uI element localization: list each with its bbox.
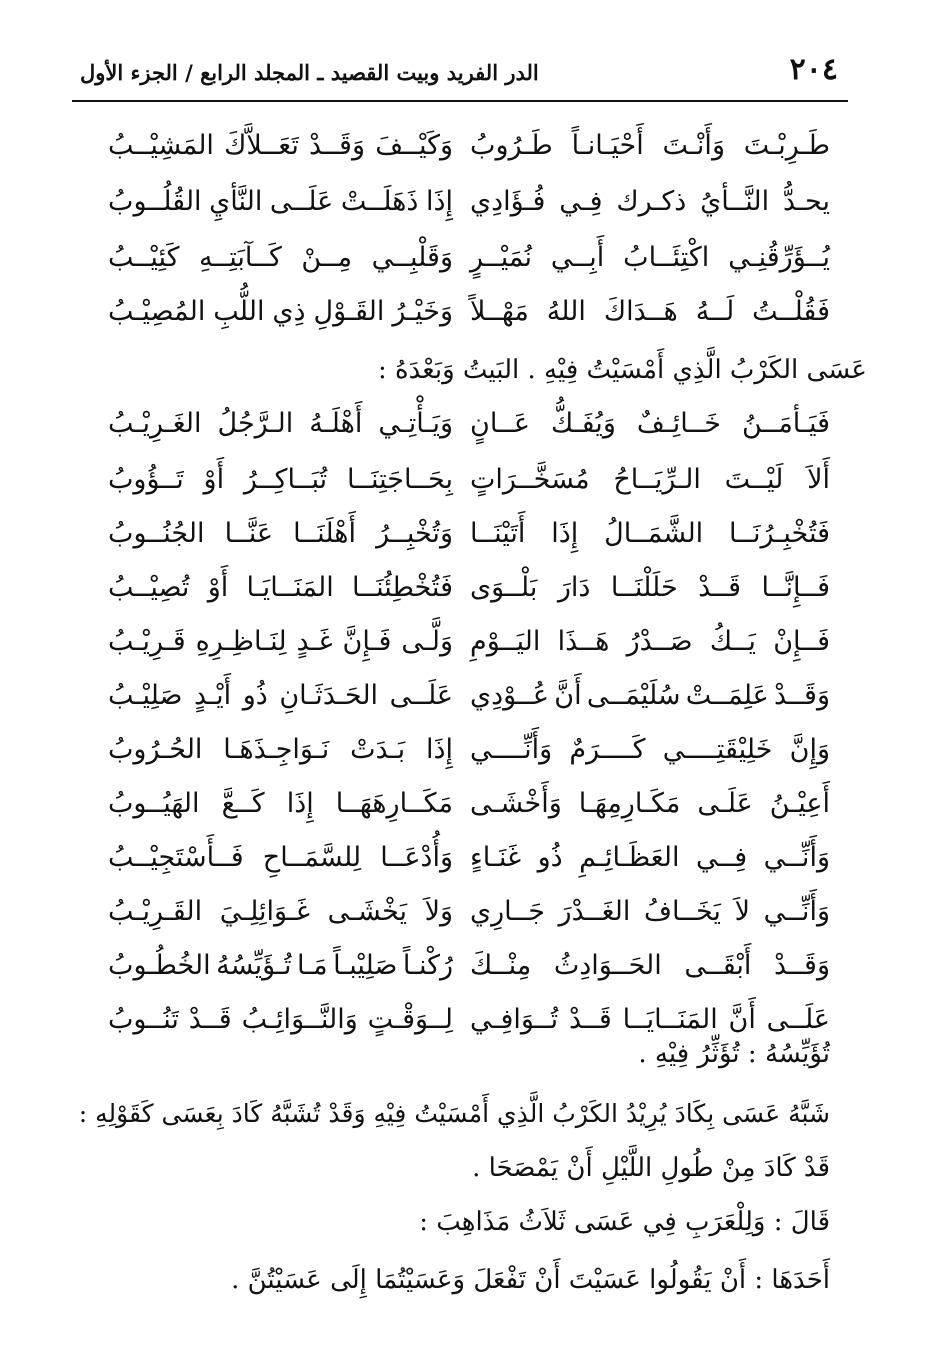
verse-word: المُصِيْـبُ (108, 296, 206, 327)
verse-word: أَنَّ (554, 680, 582, 711)
verse-word: مِنْــكَ (470, 950, 532, 981)
verse-line (0, 288, 940, 336)
verse-second-hemistich (108, 834, 453, 882)
verse-first-hemistich (470, 510, 830, 558)
verse-second-hemistich (108, 400, 453, 448)
verse-word: تُبَــاكِــرُ (243, 464, 328, 495)
verse-word: أَبْقَــى (684, 950, 752, 981)
verse-word: وَأَنِّــــي (470, 734, 553, 765)
note-paragraph: شَبَّهُ عَسَى بِكَادَ يُرِيْدُ الكَرْبُ الَّذِي أَمْسَيْتُ فِيْهِ وَقَدْ تُشَبَّهُ كَادَ بِعَسَى كَقَوْلِهِ : (78, 1099, 830, 1128)
verse-word: ذُو (537, 842, 563, 873)
verse-word: القُلُــوبُ (108, 186, 202, 217)
verse-word: كَــآبَتِــهِ (198, 242, 282, 273)
verse-word: خَــائِـفٌ (636, 408, 721, 439)
verse-word: وَخَيْـرُ (392, 296, 453, 327)
verse-word: كَــعَّ (221, 788, 265, 819)
verse-word: وَأَنِّــي (763, 896, 830, 927)
verse-word: جَــارِي (470, 896, 545, 927)
verse-word: لِنَـاظِـرِهِ (195, 626, 287, 657)
verse-word: لَيْــتَ (724, 464, 784, 495)
verse-word: هَــدَاكَ (603, 296, 678, 327)
verse-word: وَإِنَّ (789, 734, 830, 765)
page-header (72, 52, 848, 100)
verse-word: اكْتِئَــابُ (623, 242, 710, 273)
verse-first-hemistich (470, 942, 830, 990)
note-first-view: أَحَدَهَا : أَنْ يَقُولُوا عَسَيْتَ أَنْ تَفْعَلَ وَعَسَيْتُمَا إِلَى عَسَيْتُنَّ . (231, 1265, 830, 1295)
verse-second-hemistich (108, 888, 453, 936)
verse-second-hemistich (108, 510, 453, 558)
verse-word: يَخْشَـى (327, 896, 408, 927)
verse-word: إِذَا (551, 518, 579, 549)
verse-line (0, 834, 940, 882)
verse-word: النَّأيِ (209, 186, 263, 217)
verse-first-hemistich (470, 456, 830, 504)
note-gloss: تُؤَيِّسُهُ : تُؤَثِّرُ فِيْهِ . (638, 1039, 830, 1069)
verse-word: اللُّبِ (213, 296, 265, 327)
verse-word: أَحْيَـانـاً (571, 130, 644, 161)
verse-word: فِــي (695, 842, 748, 873)
verse-word: وَتُخْبِــرُ (376, 518, 453, 549)
verse-word: الهَيُــوبُ (108, 788, 200, 819)
verse-first-hemistich (470, 122, 830, 170)
verse-second-hemistich (108, 178, 453, 226)
verse-word: أَبِــي (550, 242, 605, 273)
verse-word: يَخَــافُ (643, 896, 721, 927)
verse-word: أَنَّ (728, 1004, 756, 1035)
verse-line (0, 888, 940, 936)
verse-word: القَـرِيْـبُ (108, 896, 203, 927)
verse-first-hemistich (470, 400, 830, 448)
verse-first-hemistich (470, 726, 830, 774)
verse-word: صَــدْرُ (626, 626, 693, 657)
verse-word: صَلِيْـبُ (108, 680, 183, 711)
verse-word: لِلسَّمَــاحِ (262, 842, 362, 873)
verse-first-hemistich (470, 288, 830, 336)
running-title: الدر الفريد وبيت القصيد ـ المجلد الرابع / الجزء الأول (80, 60, 539, 85)
verse-word: وَلَّـى (401, 626, 453, 657)
verse-first-hemistich (470, 672, 830, 720)
verse-word: تُصِيْــبُ (108, 572, 190, 603)
verse-word: المَنَــايَــا (622, 1004, 718, 1035)
verse-word: مَـا (297, 950, 328, 981)
verse-word: عُــوْدِي (470, 680, 550, 711)
verse-word: نُمَيْــرٍ (470, 242, 533, 273)
verse-word: تَعَــلاَّكَ (224, 130, 299, 161)
verse-word: فَتُخْبِـرُنَــا (729, 518, 830, 549)
verse-word: أَوْ (203, 464, 225, 495)
verse-first-hemistich (470, 564, 830, 612)
verse-first-hemistich (470, 888, 830, 936)
verse-word: وَقَــدْ (774, 950, 830, 981)
verse-word: المَنَــايَـا (246, 572, 334, 603)
verse-word: كَئِيْــبُ (108, 242, 180, 273)
verse-word: لِــوَقْـتٍ (367, 1004, 453, 1035)
verse-word: إِذَا (286, 788, 314, 819)
verse-word: وَأُدْعَــا (380, 842, 453, 873)
verse-word: اليَــوْمِ (470, 626, 541, 657)
header-divider (72, 100, 848, 102)
verse-word: عَــانٍ (470, 408, 530, 439)
verse-word: أَتَيْنَــا (470, 518, 526, 549)
verse-word: يحـدُّ (782, 186, 830, 217)
verse-word: فَيَـأمَــنُ (741, 408, 830, 439)
verse-word: وَالنَّــوَائِـبُ (241, 1004, 358, 1035)
verse-word: فُـؤَادِي (470, 186, 546, 217)
verse-word: فَــإِنَّــا (761, 572, 830, 603)
verse-word: ذكـرك (616, 186, 687, 217)
verse-word: وَأَنْـتَ (662, 130, 725, 161)
verse-word: تَنُــوبُ (108, 1004, 179, 1035)
verse-second-hemistich (108, 234, 453, 282)
verse-word: عَلَـى (697, 788, 753, 819)
verse-word: صَلِيْبـاً (333, 950, 398, 981)
verse-word: دَارَ (557, 572, 591, 603)
verse-second-hemistich (108, 456, 453, 504)
verse-word: الحَـدَثَـانِ (279, 680, 379, 711)
note-quote: قَدْ كَادَ مِنْ طُولِ اللَّيْلِ أَنْ يَمْصَحَا . (472, 1153, 830, 1183)
verse-word: أَعِيْـنُ (769, 788, 830, 819)
verse-word: الحَــوَادِثُ (553, 950, 662, 981)
verse-word: تَــؤُوبُ (108, 464, 184, 495)
verse-word: المَشِيْــبُ (108, 130, 214, 161)
verse-line (0, 510, 940, 558)
verse-word: وَقَلْبِــي (371, 242, 453, 273)
verse-word: طَـرُوبُ (470, 130, 553, 161)
verse-word: قَـرِيْـبُ (108, 626, 186, 657)
verse-word: العَظَـائِـمِ (579, 842, 680, 873)
verse-word: فَـإِنَّ (342, 626, 392, 657)
verse-word: الـرِّيَــاحُ (613, 464, 701, 495)
verse-word: الغَـرِيْـبُ (108, 408, 202, 439)
verse-word: قَــدْ (188, 1004, 232, 1035)
verse-word: وَأَنِّــي (763, 842, 830, 873)
verse-word: لَــهُ (695, 296, 735, 327)
verse-word: حَلَلْنَــا (610, 572, 678, 603)
verse-line (0, 942, 940, 990)
verse-word: وَقَــدْ (774, 680, 830, 711)
verse-word: أَهْلَنَــا (293, 518, 356, 549)
verse-line (0, 618, 940, 666)
verse-word: وَلاَ (424, 896, 453, 927)
verse-word: فَقُلْــتُ (752, 296, 830, 327)
verse-second-hemistich (108, 618, 453, 666)
verse-second-hemistich (108, 780, 453, 828)
verse-word: غَنَـاءٍ (470, 842, 522, 873)
note-saying: قَالَ : وَلِلْعَرَبِ فِي عَسَى ثَلاَثُ مَذَاهِبَ : (419, 1207, 830, 1237)
verse-line (0, 178, 940, 226)
verse-word: غَـوَائِلِـيَ (219, 896, 311, 927)
verse-word: يَــكُ (709, 626, 756, 657)
verse-word: نَـوَاجِـذَهَـا (223, 734, 330, 765)
verse-first-hemistich (470, 834, 830, 882)
verse-word: تُــوَافِـي (470, 1004, 559, 1035)
verse-second-hemistich (108, 726, 453, 774)
verse-word: مُسَخَّــرَاتٍ (470, 464, 590, 495)
verse-word: النَّــأيُ (700, 186, 770, 217)
verse-word: الجُنُــوبُ (108, 518, 205, 549)
verse-line (0, 672, 940, 720)
verse-word: غَـدٍ (296, 626, 333, 657)
intro-line: عَسَى الكَرْبُ الَّذِي أَمْسَيْتُ فِيْهِ . البَيتُ وَبَعْدَهُ : (378, 355, 867, 385)
verse-word: الخُطُـوبُ (108, 950, 211, 981)
verse-word: فَــأَسْتَجِيْــبُ (108, 842, 244, 873)
verse-second-hemistich (108, 564, 453, 612)
verse-word: عَلَــى (269, 186, 334, 217)
verse-word: إِذَا (425, 734, 453, 765)
verse-word: الغَــدْرَ (558, 896, 631, 927)
verse-word: فَتُخْطِئُنَــا (352, 572, 453, 603)
verse-word: بَـدَتْ (350, 734, 406, 765)
verse-word: مَكَـارِمِهَـا (578, 788, 681, 819)
verse-word: ذِي (272, 296, 306, 327)
verse-word: أَهْلَـهُ (309, 408, 363, 439)
verse-word: أَيْـدٍ (194, 680, 232, 711)
verse-word: وَيُفَـكُّ (550, 408, 616, 439)
verse-word: أَوْ (207, 572, 229, 603)
verse-word: الـرَّجُلُ (217, 408, 294, 439)
verse-line (0, 456, 940, 504)
verse-second-hemistich (108, 996, 453, 1044)
verse-word: إِذَا (425, 186, 453, 217)
verse-line (0, 400, 940, 448)
verse-word: يُــؤَرِّقُنِـي (728, 242, 830, 273)
verse-line (0, 726, 940, 774)
verse-second-hemistich (108, 942, 453, 990)
page-number: ٢٠٤ (789, 52, 838, 87)
verse-word: عَلَــى (766, 1004, 830, 1035)
verse-word: وَقَــدْ (309, 130, 365, 161)
verse-word: أَلاَ (807, 464, 830, 495)
verse-second-hemistich (108, 288, 453, 336)
verse-second-hemistich (108, 672, 453, 720)
verse-first-hemistich (470, 234, 830, 282)
verse-word: اللهُ (546, 296, 586, 327)
verse-word: خَلِيْقَتِــــي (662, 734, 773, 765)
verse-word: مَكَــارِهَهَــا (335, 788, 453, 819)
verse-word: القَـوْلِ (313, 296, 385, 327)
verse-word: بَلْــوَى (470, 572, 538, 603)
verse-line (0, 564, 940, 612)
verse-word: سُلَيْمَــى (586, 680, 681, 711)
verse-word: مِــنْ (301, 242, 353, 273)
verse-second-hemistich (108, 122, 453, 170)
verse-word: بِحَــاجَتِنَــا (346, 464, 453, 495)
verse-word: عَلِمَــتْ (685, 680, 769, 711)
verse-word: وَيَـأْتِـي (378, 408, 453, 439)
verse-line (0, 780, 940, 828)
verse-word: قَــدْ (698, 572, 742, 603)
verse-word: مَهْــلاً (470, 296, 529, 327)
verse-first-hemistich (470, 780, 830, 828)
verse-word: الشَّمَــالُ (604, 518, 704, 549)
verse-word: ذُو (242, 680, 268, 711)
verse-word: هَــذَا (557, 626, 610, 657)
verse-word: لاَ (734, 896, 750, 927)
verse-word: فَــإِنْ (773, 626, 830, 657)
verse-word: طَـرِبْـتَ (743, 130, 830, 161)
verse-word: وَكَيْــفَ (375, 130, 453, 161)
verse-word: كَــــرَمٌ (569, 734, 646, 765)
verse-word: تُـؤَيِّسُهُ (216, 950, 292, 981)
verse-word: رُكْنـاً (402, 950, 453, 981)
verse-word: الحُـرُوبُ (108, 734, 203, 765)
verse-word: قَــدْ (568, 1004, 612, 1035)
verse-word: فِـي (559, 186, 603, 217)
verse-word: ذَهَلَــتْ (340, 186, 419, 217)
verse-word: عَنَّــا (224, 518, 273, 549)
verse-first-hemistich (470, 178, 830, 226)
verse-word: عَلَــى (389, 680, 453, 711)
verse-line (0, 234, 940, 282)
verse-first-hemistich (470, 618, 830, 666)
verse-word: وَأَخْشَـى (470, 788, 562, 819)
verse-line (0, 122, 940, 170)
